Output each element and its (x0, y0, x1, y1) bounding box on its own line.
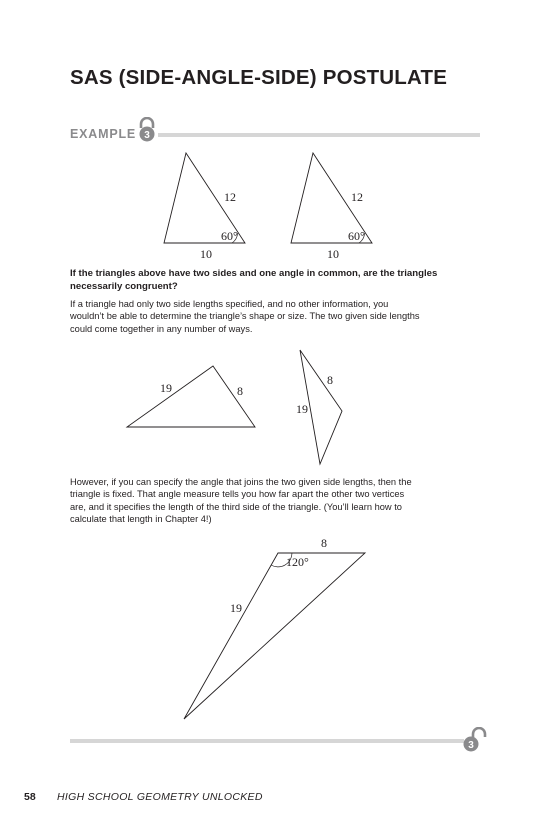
page-title: SAS (SIDE-ANGLE-SIDE) POSTULATE (70, 66, 448, 89)
side-label: 8 (237, 384, 243, 398)
figure-two-sas-triangles (150, 145, 390, 265)
figure-sas-obtuse-triangle (170, 530, 380, 730)
base-label: 10 (327, 247, 339, 261)
side-label: 19 (230, 601, 242, 615)
question-line: If the triangles above have two sides and one angle in common, are the triangles (70, 268, 438, 279)
triangle-wide (127, 366, 255, 427)
base-label: 10 (200, 247, 212, 261)
section-rule-top (158, 133, 480, 137)
question-text (70, 267, 490, 293)
angle-label: 120° (286, 555, 309, 569)
side-label: 12 (224, 190, 236, 204)
paragraph-fixed-angle (70, 476, 490, 526)
paragraph-line: wouldn’t be able to determine the triangle’s shape or size. The two given side lengths (70, 311, 420, 322)
paragraph-line: could come together in any number of ways. (70, 323, 253, 334)
paragraph-line: are, and it specifies the length of the third side of the triangle. (You’ll learn how to (70, 501, 402, 512)
paragraph-two-sides (70, 298, 490, 335)
paragraph-line: If a triangle had only two side lengths specified, and no other information, you (70, 299, 389, 309)
lock-icon (137, 117, 157, 143)
side-label: 8 (321, 536, 327, 550)
paragraph-line: However, if you can specify the angle that joins the two given side lengths, then the (70, 477, 412, 487)
angle-label: 60° (221, 229, 238, 243)
paragraph-line: triangle is fixed. That angle measure tells you how far apart the other two vertices (70, 489, 405, 500)
page-number: 58 (24, 791, 36, 803)
side-label: 8 (327, 373, 333, 387)
example-label: EXAMPLE (70, 127, 137, 141)
book-title: HIGH SCHOOL GEOMETRY UNLOCKED (57, 791, 263, 803)
angle-label: 60° (348, 229, 365, 243)
question-line: necessarily congruent? (70, 281, 178, 292)
example-number: 3 (144, 130, 150, 141)
triangle-obtuse (184, 553, 365, 719)
side-label: 19 (160, 381, 172, 395)
unlock-icon (461, 727, 489, 753)
side-label: 12 (351, 190, 363, 204)
paragraph-line: calculate that length in Chapter 4!) (70, 514, 212, 525)
example-end-number: 3 (468, 740, 474, 751)
figure-non-unique-triangles (120, 345, 360, 470)
side-label: 19 (296, 402, 308, 416)
section-rule-bottom (70, 739, 464, 743)
